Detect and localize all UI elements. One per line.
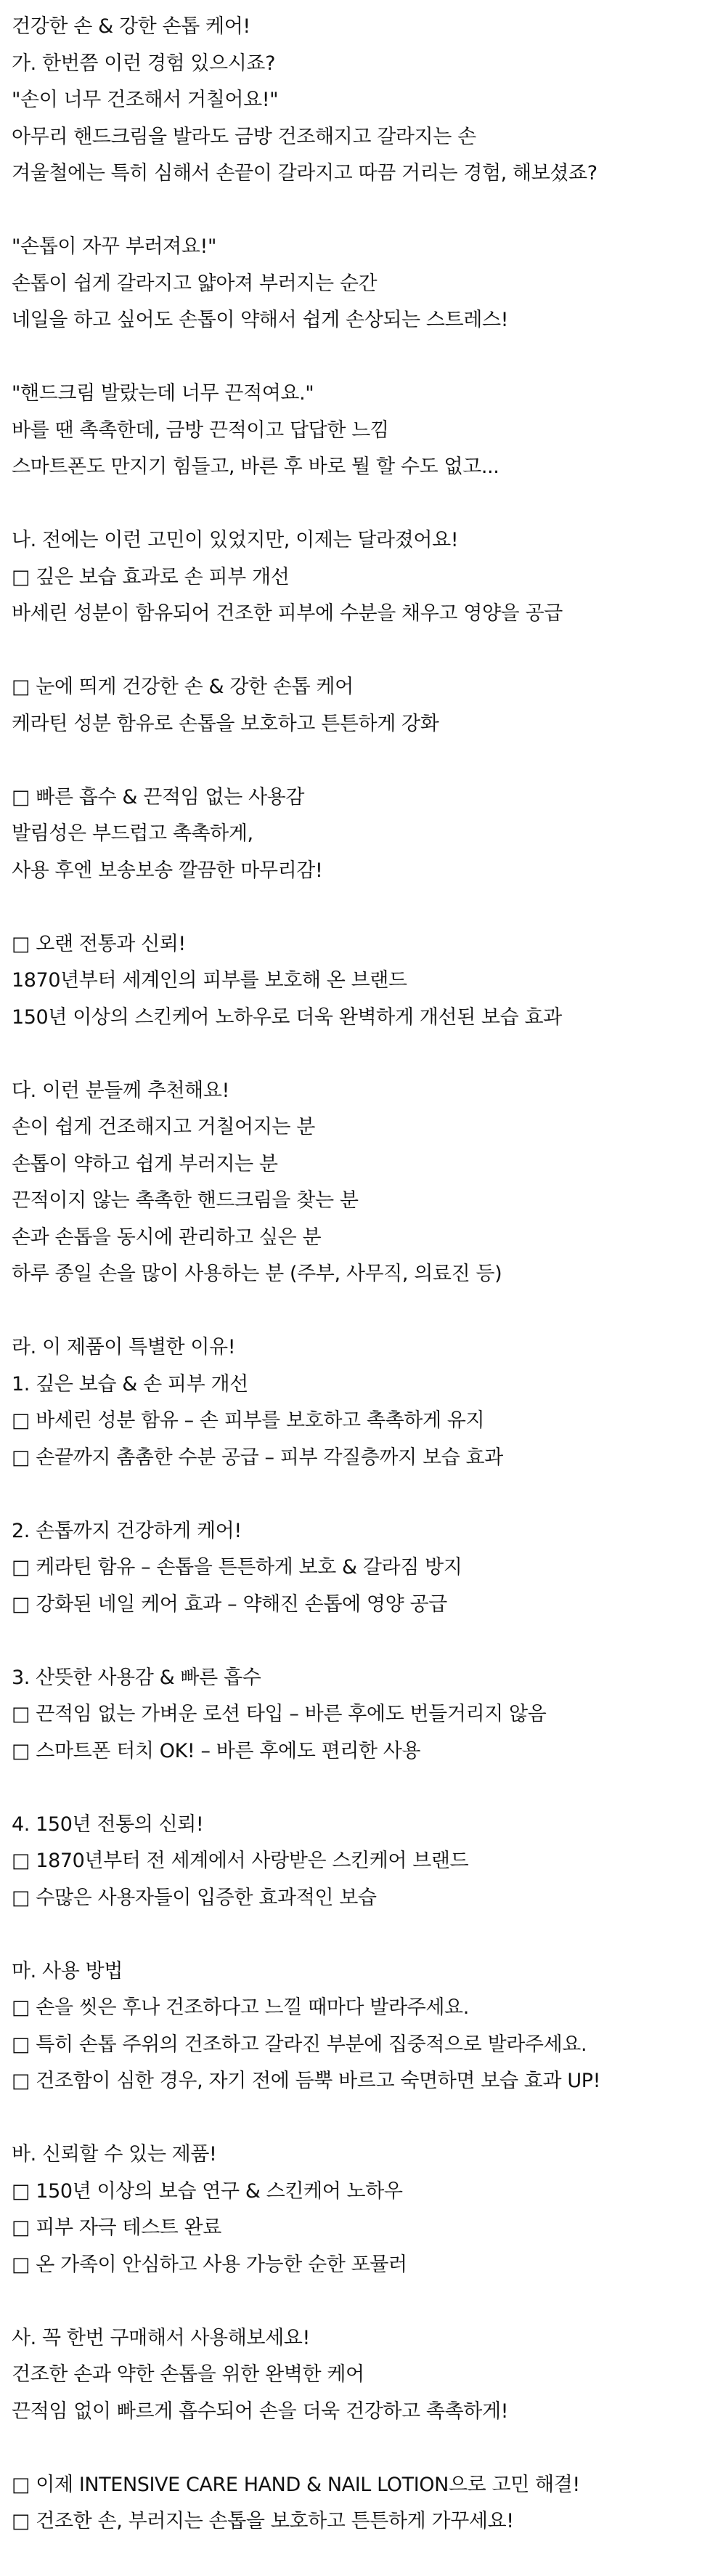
text-line: 하루 종일 손을 많이 사용하는 분 (주부, 사무직, 의료진 등) — [12, 1263, 502, 1285]
spacer-line — [12, 1476, 726, 1513]
spacer-line — [12, 339, 726, 376]
text-line: 3. 산뜻한 사용감 & 빠른 흡수 — [12, 1666, 261, 1689]
text-line: 손과 손톱을 동시에 관리하고 싶은 분 — [12, 1226, 322, 1249]
text-line: 손톱이 쉽게 갈라지고 얇아져 부러지는 순간 — [12, 272, 378, 295]
text-line: □ 손끝까지 촘촘한 수분 공급 – 피부 각질층까지 보습 효과 — [12, 1446, 503, 1469]
text-line: □ 수많은 사용자들이 입증한 효과적인 보습 — [12, 1886, 377, 1909]
spacer-line — [12, 1036, 726, 1073]
text-line: □ 특히 손톱 주위의 건조하고 갈라진 부분에 집중적으로 발라주세요. — [12, 2033, 587, 2056]
text-line: □ 눈에 띄게 건강한 손 & 강한 손톱 케어 — [12, 676, 354, 698]
text-line: □ 이제 INTENSIVE CARE HAND & NAIL LOTION으로 고민 해결! — [12, 2473, 580, 2496]
spacer-line — [12, 1293, 726, 1330]
text-line: □ 케라틴 함유 – 손톱을 튼튼하게 보호 & 갈라짐 방지 — [12, 1556, 462, 1579]
spacer-line — [12, 742, 726, 779]
spacer-line — [12, 1770, 726, 1807]
spacer-line — [12, 193, 726, 230]
spacer-line — [12, 486, 726, 523]
text-line: 스마트폰도 만지기 힘들고, 바른 후 바로 뭘 할 수도 없고... — [12, 455, 499, 478]
spacer-line — [12, 889, 726, 926]
text-line: 사. 꼭 한번 구매해서 사용해보세요! — [12, 2326, 310, 2349]
text-line: "손이 너무 건조해서 거칠어요!" — [12, 89, 279, 111]
text-line: 끈적이지 않는 촉촉한 핸드크림을 찾는 분 — [12, 1189, 359, 1212]
spacer-line — [12, 1916, 726, 1953]
text-line: 발림성은 부드럽고 촉촉하게, — [12, 822, 253, 845]
text-line: 네일을 하고 싶어도 손톱이 약해서 쉽게 손상되는 스트레스! — [12, 309, 509, 331]
text-line: 다. 이런 분들께 추천해요! — [12, 1079, 229, 1102]
text-line: □ 스마트폰 터치 OK! – 바른 후에도 편리한 사용 — [12, 1739, 421, 1762]
text-line: □ 1870년부터 전 세계에서 사랑받은 스킨케어 브랜드 — [12, 1850, 469, 1872]
text-line: □ 강화된 네일 케어 효과 – 약해진 손톱에 영양 공급 — [12, 1592, 447, 1616]
text-line: 2. 손톱까지 건강하게 케어! — [12, 1519, 242, 1542]
text-line: 손이 쉽게 건조해지고 거칠어지는 분 — [12, 1116, 315, 1138]
spacer-line — [12, 2100, 726, 2137]
spacer-line — [12, 633, 726, 670]
text-line: 가. 한번쯤 이런 경험 있으시죠? — [12, 52, 276, 75]
text-line: 끈적임 없이 빠르게 흡수되어 손을 더욱 건강하고 촉촉하게! — [12, 2399, 509, 2423]
text-line: □ 빠른 흡수 & 끈적임 없는 사용감 — [12, 785, 305, 809]
text-line: "핸드크림 발랐는데 너무 끈적여요." — [12, 382, 314, 405]
text-line: □ 건조한 손, 부러지는 손톱을 보호하고 튼튼하게 가꾸세요! — [12, 2510, 514, 2532]
text-line: 건강한 손 & 강한 손톱 케어! — [12, 15, 250, 38]
text-line: □ 오랜 전통과 신뢰! — [12, 932, 186, 955]
text-line: □ 150년 이상의 보습 연구 & 스킨케어 노하우 — [12, 2179, 403, 2203]
text-line: 라. 이 제품이 특별한 이유! — [12, 1336, 236, 1358]
text-line: □ 온 가족이 안심하고 사용 가능한 순한 포뮬러 — [12, 2253, 407, 2276]
spacer-line — [12, 2283, 726, 2320]
text-line: □ 손을 씻은 후나 건조하다고 느낄 때마다 발라주세요. — [12, 1996, 469, 2019]
text-line: 4. 150년 전통의 신뢰! — [12, 1812, 204, 1836]
text-line: 1870년부터 세계인의 피부를 보호해 온 브랜드 — [12, 969, 407, 992]
text-line: □ 건조함이 심한 경우, 자기 전에 듬뿍 바르고 숙면하면 보습 효과 UP! — [12, 2070, 601, 2092]
text-line: 아무리 핸드크림을 발라도 금방 건조해지고 갈라지는 손 — [12, 125, 476, 148]
text-line: 건조한 손과 약한 손톱을 위한 완벽한 케어 — [12, 2363, 364, 2386]
text-line: "손톱이 자꾸 부러져요!" — [12, 235, 216, 258]
text-line: 바세린 성분이 함유되어 건조한 피부에 수분을 채우고 영양을 공급 — [12, 602, 563, 625]
text-line: □ 피부 자극 테스트 완료 — [12, 2216, 221, 2239]
text-line: □ 끈적임 없는 가벼운 로션 타입 – 바른 후에도 번들거리지 않음 — [12, 1703, 547, 1725]
text-line: 겨울철에는 특히 심해서 손끝이 갈라지고 따끔 거리는 경험, 해보셨죠? — [12, 162, 597, 185]
text-line: 나. 전에는 이런 고민이 있었지만, 이제는 달라졌어요! — [12, 529, 459, 551]
text-line: 손톱이 약하고 쉽게 부러지는 분 — [12, 1152, 278, 1175]
text-line: 150년 이상의 스킨케어 노하우로 더욱 완벽하게 개선된 보습 효과 — [12, 1005, 562, 1029]
text-line: 1. 깊은 보습 & 손 피부 개선 — [12, 1372, 248, 1396]
text-line: 사용 후엔 보송보송 깔끔한 마무리감! — [12, 859, 323, 882]
spacer-line — [12, 1623, 726, 1660]
text-line: 바를 땐 촉촉한데, 금방 끈적이고 답답한 느낌 — [12, 418, 389, 442]
text-line: □ 바세린 성분 함유 – 손 피부를 보호하고 촉촉하게 유지 — [12, 1409, 485, 1432]
spacer-line — [12, 2430, 726, 2467]
text-line: 바. 신뢰할 수 있는 제품! — [12, 2143, 217, 2166]
text-line: 마. 사용 방법 — [12, 1959, 123, 1982]
text-line: □ 깊은 보습 효과로 손 피부 개선 — [12, 565, 290, 588]
text-line: 케라틴 성분 함유로 손톱을 보호하고 튼튼하게 강화 — [12, 712, 439, 735]
